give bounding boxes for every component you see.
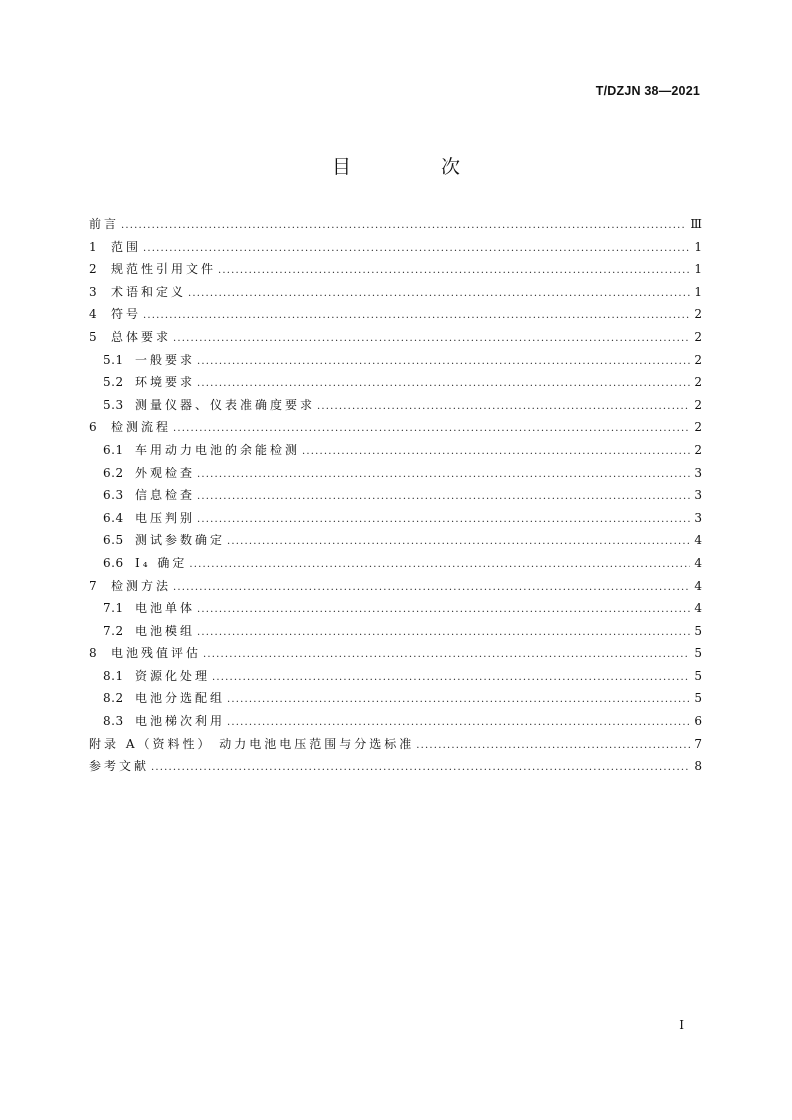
toc-dot-leader — [197, 376, 690, 392]
toc-entry[interactable] — [89, 442, 702, 465]
toc-entry-page: 6 — [694, 714, 702, 729]
toc-entry-page: 1 — [694, 284, 702, 299]
toc-entry-number: 4 — [89, 307, 98, 322]
toc-entry[interactable] — [89, 758, 702, 781]
toc-dot-leader — [227, 534, 690, 550]
toc-entry-label: 检测流程 — [111, 420, 172, 435]
toc-entry[interactable] — [89, 465, 702, 488]
toc-entry-number: 7.2 — [103, 623, 124, 638]
toc-dot-leader — [189, 557, 690, 573]
toc-dot-leader — [203, 647, 690, 663]
toc-entry[interactable] — [89, 239, 702, 262]
toc-dot-leader — [197, 489, 690, 505]
toc-entry[interactable] — [89, 555, 702, 578]
toc-entry-page: 3 — [694, 510, 702, 525]
toc-entry-label: 范围 — [111, 239, 142, 254]
toc-entry-label: 测试参数确定 — [135, 533, 226, 548]
toc-dot-leader — [151, 760, 690, 776]
toc-entry-label: 附录 A（资料性） 动力电池电压范围与分选标准 — [89, 736, 415, 751]
toc-entry-label: 总体要求 — [111, 329, 172, 344]
toc-dot-leader — [197, 354, 690, 370]
toc-entry[interactable] — [89, 578, 702, 601]
toc-entry[interactable] — [89, 216, 702, 239]
toc-dot-leader — [302, 444, 690, 460]
toc-entry[interactable] — [89, 600, 702, 623]
toc-entry[interactable] — [89, 510, 702, 533]
toc-entry-label: 前言 — [89, 217, 120, 231]
toc-entry-number: 6.5 — [103, 533, 124, 548]
toc-entry[interactable] — [89, 374, 702, 397]
toc-entry-page: 5 — [694, 668, 702, 683]
toc-entry-page: 8 — [694, 759, 702, 774]
toc-title: 目 次 — [331, 156, 503, 178]
toc-entry-page: 2 — [694, 307, 702, 322]
toc-entry[interactable] — [89, 690, 702, 713]
toc-entry-label: 术语和定义 — [111, 284, 187, 299]
toc-entry[interactable] — [89, 397, 702, 420]
toc-entry-page: 4 — [694, 533, 702, 548]
toc-entry-number: 6.3 — [103, 488, 124, 503]
toc-entry-number: 8 — [89, 646, 98, 661]
toc-entry-page: 4 — [694, 578, 702, 593]
toc-entry[interactable] — [89, 736, 702, 759]
toc-entry-label: 电池梯次利用 — [135, 714, 226, 729]
toc-dot-leader — [317, 399, 690, 415]
toc-entry-number: 6 — [89, 420, 98, 435]
toc-entry[interactable] — [89, 623, 702, 646]
toc-dot-leader — [197, 467, 690, 483]
toc-dot-leader — [143, 241, 690, 257]
toc-entry-page: 4 — [694, 601, 702, 616]
toc-entry-label: 资源化处理 — [135, 668, 211, 683]
toc-dot-leader — [143, 308, 690, 324]
toc-dot-leader — [227, 715, 690, 731]
toc-entry[interactable] — [89, 352, 702, 375]
toc-dot-leader — [197, 602, 690, 618]
toc-dot-leader — [121, 218, 686, 234]
toc-entry-label: 电压判别 — [135, 510, 196, 525]
toc-entry[interactable] — [89, 713, 702, 736]
toc-entry-page: 1 — [694, 262, 702, 277]
toc-entry-page: 2 — [694, 420, 702, 435]
toc-entry[interactable] — [89, 532, 702, 555]
toc-entry-page: 3 — [694, 488, 702, 503]
toc-entry[interactable] — [89, 668, 702, 691]
toc-dot-leader — [197, 625, 690, 641]
toc-entry-label: 环境要求 — [135, 375, 196, 390]
toc-entry-number: 5.3 — [103, 397, 124, 412]
toc-entry-page: 5 — [694, 623, 702, 638]
toc-entry-label: 检测方法 — [111, 578, 172, 593]
toc-entry-number: 5.1 — [103, 352, 124, 367]
toc-entry-label: 一般要求 — [135, 352, 196, 367]
toc-dot-leader — [197, 512, 690, 528]
toc-entry[interactable] — [89, 261, 702, 284]
toc-entry-page: 5 — [694, 691, 702, 706]
toc-dot-leader — [416, 738, 690, 754]
toc-entry-number: 5 — [89, 329, 98, 344]
toc-entry[interactable] — [89, 284, 702, 307]
toc-entry-number: 2 — [89, 262, 98, 277]
toc-entry-number: 8.2 — [103, 691, 124, 706]
toc-entry-number: 5.2 — [103, 375, 124, 390]
toc-entry[interactable] — [89, 419, 702, 442]
toc-entry-number: 6.4 — [103, 510, 124, 525]
toc-entry[interactable] — [89, 487, 702, 510]
toc-entry-page: 2 — [694, 397, 702, 412]
standard-code: T/DZJN 38—2021 — [595, 84, 700, 98]
toc-entry-page: 5 — [694, 646, 702, 661]
toc-dot-leader — [188, 286, 690, 302]
toc-entry-page: 2 — [694, 329, 702, 344]
toc-entry-label: 电池模组 — [135, 623, 196, 638]
toc-entry-label: 电池残值评估 — [111, 646, 202, 661]
toc-entry-page: 2 — [694, 375, 702, 390]
toc-dot-leader — [173, 421, 690, 437]
toc-entry-page: 4 — [694, 555, 702, 570]
toc-entry-page: 1 — [694, 239, 702, 254]
toc-entry-number: 7.1 — [103, 601, 124, 616]
toc-entry[interactable] — [89, 306, 702, 329]
page-number: I — [679, 1018, 684, 1032]
toc-entry[interactable] — [89, 645, 702, 668]
toc-entry-page: 7 — [694, 736, 702, 751]
toc-dot-leader — [173, 580, 690, 596]
toc-entry-page: 2 — [694, 352, 702, 367]
toc-dot-leader — [173, 331, 690, 347]
toc-dot-leader — [218, 263, 690, 279]
toc-entry-label: 参考文献 — [89, 759, 150, 774]
toc-entry-number: 6.1 — [103, 442, 124, 457]
toc-entry-number: 8.1 — [103, 668, 124, 683]
toc-entry-number: 8.3 — [103, 714, 124, 729]
toc-entry-label: 符号 — [111, 307, 142, 322]
toc-entry-label: 电池分选配组 — [135, 691, 226, 706]
toc-entry[interactable] — [89, 329, 702, 352]
toc-entry-label: 测量仪器、仪表准确度要求 — [135, 397, 316, 412]
toc-entry-label: 信息检查 — [135, 488, 196, 503]
toc-entry-number: 1 — [89, 239, 98, 254]
toc-entry-number: 7 — [89, 578, 98, 593]
toc-entry-number: 6.2 — [103, 465, 124, 480]
toc-entry-label: 规范性引用文件 — [111, 262, 217, 277]
toc-entry-number: 6.6 — [103, 555, 124, 570]
toc-entry-label: 外观检查 — [135, 465, 196, 480]
toc-entry-label: 车用动力电池的余能检测 — [135, 442, 301, 457]
table-of-contents — [89, 216, 702, 781]
toc-entry-page: 3 — [694, 465, 702, 480]
toc-entry-label: I₄ 确定 — [135, 555, 188, 570]
toc-dot-leader — [227, 692, 690, 708]
toc-entry-page: Ⅲ — [690, 217, 702, 231]
toc-entry-number: 3 — [89, 284, 98, 299]
toc-entry-page: 2 — [694, 442, 702, 457]
toc-entry-label: 电池单体 — [135, 601, 196, 616]
toc-dot-leader — [212, 670, 690, 686]
